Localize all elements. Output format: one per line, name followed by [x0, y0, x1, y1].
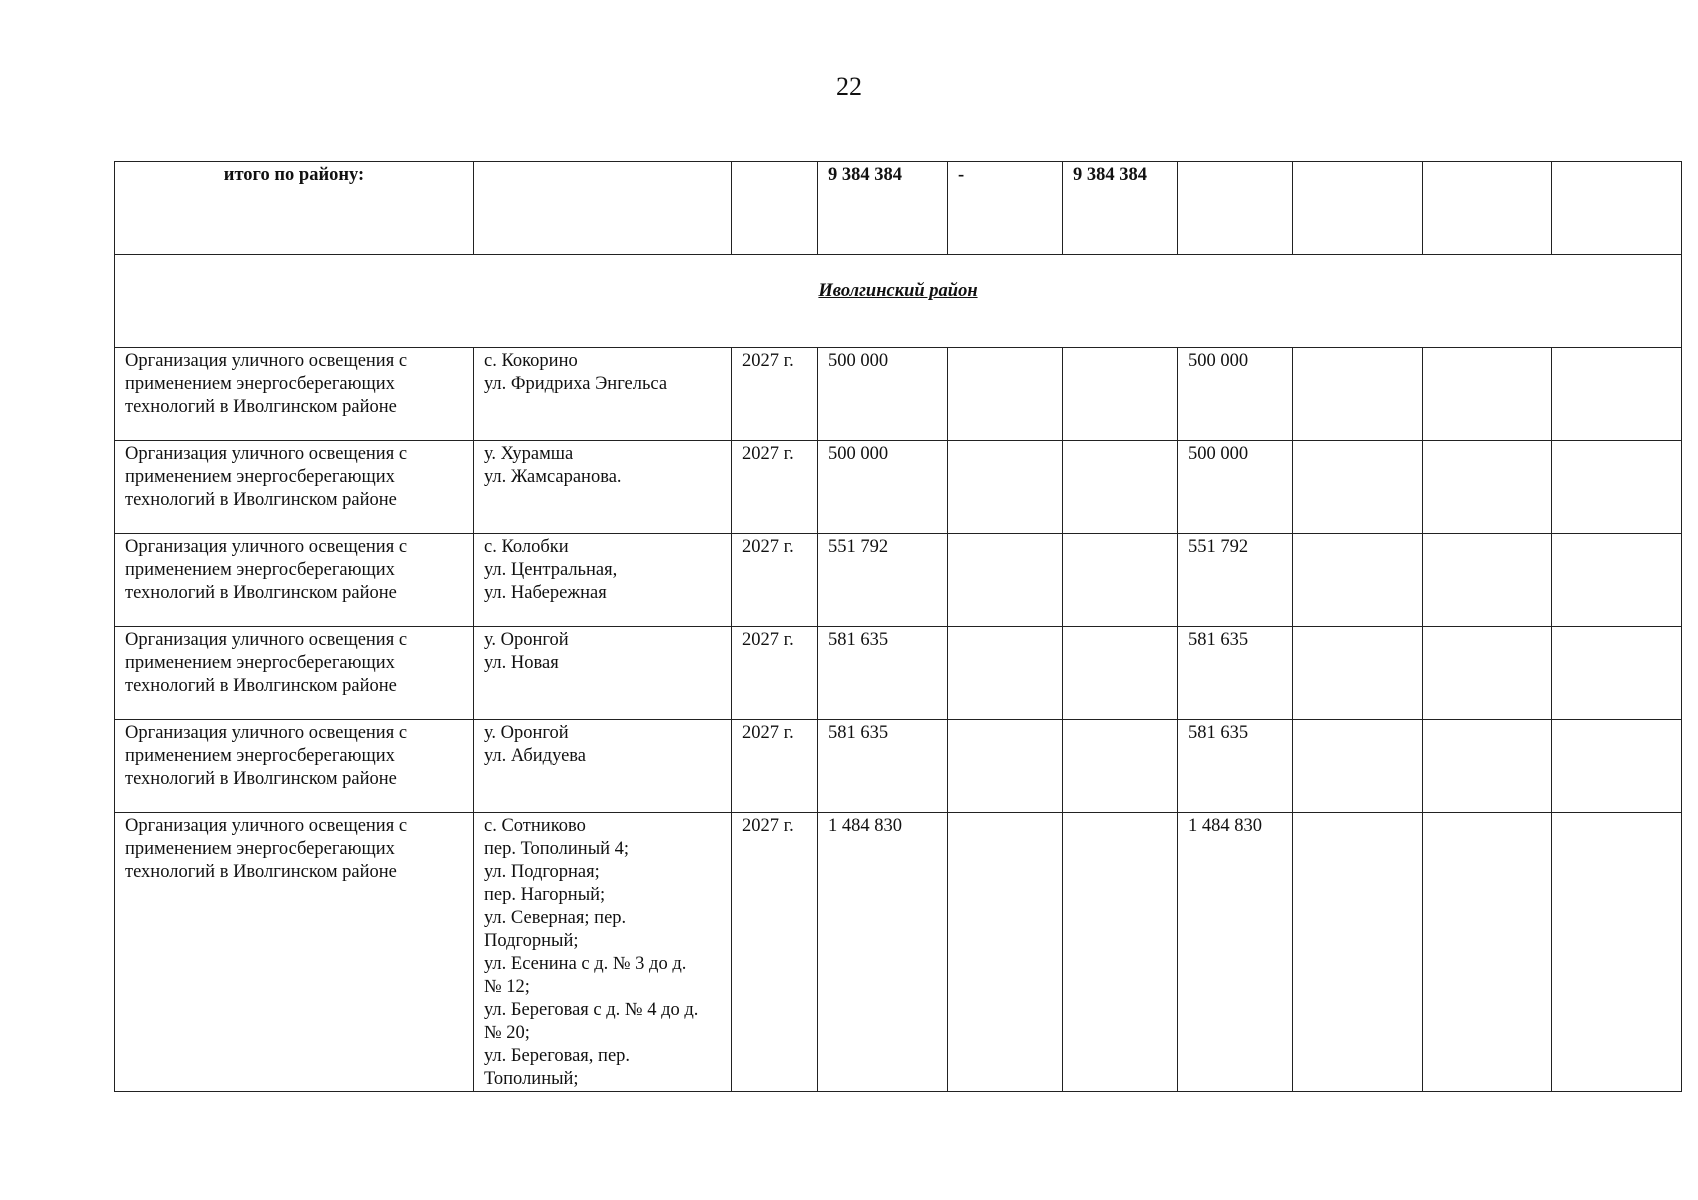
project-local-amount: 551 792 — [1178, 534, 1293, 627]
empty-cell — [1552, 162, 1682, 255]
project-year: 2027 г. — [732, 627, 818, 720]
empty-cell — [948, 627, 1063, 720]
empty-cell — [1063, 534, 1178, 627]
region-header-row — [115, 255, 1682, 348]
project-address: с. Сотниково пер. Тополиный 4; ул. Подгорная; пер. Нагорный; ул. Северная; пер. Подгорный; ул. Есенина с д. № 3 до д. № 12; ул. Береговая с д. № 4 до д. № 20; ул. Береговая, пер. Тополиный; — [474, 813, 732, 1092]
empty-cell — [1552, 348, 1682, 441]
empty-cell — [1552, 534, 1682, 627]
project-local-amount: 500 000 — [1178, 441, 1293, 534]
empty-cell — [1293, 813, 1423, 1092]
empty-cell — [948, 348, 1063, 441]
empty-cell — [948, 813, 1063, 1092]
empty-cell — [1552, 627, 1682, 720]
project-address: у. Оронгой ул. Новая — [474, 627, 732, 720]
empty-cell — [1063, 720, 1178, 813]
empty-cell — [948, 534, 1063, 627]
empty-cell — [1063, 441, 1178, 534]
empty-cell — [1423, 348, 1552, 441]
table-row — [115, 627, 1682, 720]
empty-cell — [1293, 348, 1423, 441]
project-amount: 581 635 — [818, 720, 948, 813]
project-amount: 500 000 — [818, 441, 948, 534]
empty-cell — [732, 162, 818, 255]
project-amount: 500 000 — [818, 348, 948, 441]
project-address: с. Кокорино ул. Фридриха Энгельса — [474, 348, 732, 441]
project-address: у. Хурамша ул. Жамсаранова. — [474, 441, 732, 534]
empty-cell — [1423, 162, 1552, 255]
investment-table — [114, 161, 1682, 1092]
project-name: Организация уличного освещения с применением энергосберегающих технологий в Иволгинском районе — [115, 441, 474, 534]
project-name: Организация уличного освещения с применением энергосберегающих технологий в Иволгинском районе — [115, 534, 474, 627]
empty-cell — [1552, 441, 1682, 534]
project-amount: 1 484 830 — [818, 813, 948, 1092]
total-dash: - — [948, 162, 1063, 255]
empty-cell — [1293, 627, 1423, 720]
project-name: Организация уличного освещения с применением энергосберегающих технологий в Иволгинском районе — [115, 720, 474, 813]
project-name: Организация уличного освещения с применением энергосберегающих технологий в Иволгинском районе — [115, 348, 474, 441]
empty-cell — [948, 441, 1063, 534]
project-address: с. Колобки ул. Центральная, ул. Набережная — [474, 534, 732, 627]
project-year: 2027 г. — [732, 720, 818, 813]
empty-cell — [1063, 813, 1178, 1092]
empty-cell — [1423, 627, 1552, 720]
project-amount: 581 635 — [818, 627, 948, 720]
project-local-amount: 581 635 — [1178, 627, 1293, 720]
empty-cell — [948, 720, 1063, 813]
empty-cell — [1423, 813, 1552, 1092]
region-title: Иволгинский район — [818, 281, 978, 301]
total-label: итого по району: — [115, 162, 474, 255]
project-year: 2027 г. — [732, 534, 818, 627]
empty-cell — [1423, 441, 1552, 534]
page-number: 22 — [836, 72, 862, 101]
empty-cell — [1178, 162, 1293, 255]
project-local-amount: 1 484 830 — [1178, 813, 1293, 1092]
project-amount: 551 792 — [818, 534, 948, 627]
empty-cell — [1423, 720, 1552, 813]
table-row — [115, 813, 1682, 1092]
empty-cell — [1063, 627, 1178, 720]
empty-cell — [1552, 720, 1682, 813]
total-local-amount: 9 384 384 — [1063, 162, 1178, 255]
project-year: 2027 г. — [732, 813, 818, 1092]
district-total-row — [115, 162, 1682, 255]
table-row — [115, 534, 1682, 627]
project-address: у. Оронгой ул. Абидуева — [474, 720, 732, 813]
empty-cell — [1423, 534, 1552, 627]
empty-cell — [1293, 162, 1423, 255]
project-local-amount: 581 635 — [1178, 720, 1293, 813]
empty-cell — [474, 162, 732, 255]
project-name: Организация уличного освещения с применением энергосберегающих технологий в Иволгинском районе — [115, 813, 474, 1092]
project-name: Организация уличного освещения с применением энергосберегающих технологий в Иволгинском районе — [115, 627, 474, 720]
total-amount: 9 384 384 — [818, 162, 948, 255]
empty-cell — [1293, 720, 1423, 813]
table-row — [115, 441, 1682, 534]
empty-cell — [1063, 348, 1178, 441]
empty-cell — [1552, 813, 1682, 1092]
project-local-amount: 500 000 — [1178, 348, 1293, 441]
table-row — [115, 720, 1682, 813]
project-year: 2027 г. — [732, 348, 818, 441]
project-year: 2027 г. — [732, 441, 818, 534]
table-row — [115, 348, 1682, 441]
empty-cell — [1293, 441, 1423, 534]
empty-cell — [1293, 534, 1423, 627]
